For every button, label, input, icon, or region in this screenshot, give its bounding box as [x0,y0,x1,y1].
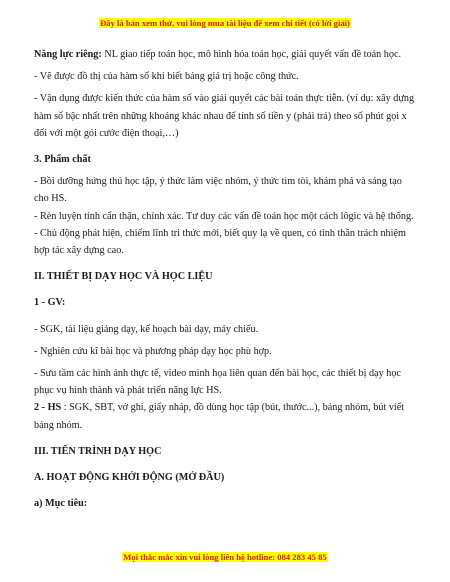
nang-luc-rieng-paragraph [34,46,416,63]
pham-chat-item-2: - Rèn luyện tính cẩn thận, chính xác. Tư duy các vấn đề toán học một cách lôgic và hệ thống. [34,210,414,222]
bullet-ve-do-thi: - Vẽ được đồ thị của hàm số khi biết bảng giá trị hoặc công thức. [34,71,299,83]
preview-notice-text: Đây là bản xem thử, vui lòng mua tài liệu để xem chi tiết (có lời giải) [100,18,350,28]
heading-thiet-bi: II. THIẾT BỊ DẠY HỌC VÀ HỌC LIỆU [34,271,213,283]
heading-khoi-dong: A. HOẠT ĐỘNG KHỞI ĐỘNG (MỞ ĐẦU) [34,472,225,484]
hotline-text: Mọi thắc mắc xin vui lòng liên hệ hotline: 084 283 45 85 [123,552,327,562]
pham-chat-item-1: - Bồi dưỡng hứng thú học tập, ý thức làm việc nhóm, ý thức tìm tòi, khám phá và sáng tạo cho HS. [34,176,402,205]
heading-gv: 1 - GV: [34,297,66,309]
gv-item-3: - Sưu tầm các hình ảnh thực tế, video minh họa liên quan đến bài học, các thiết bị dạy học phục vụ hình thành và phát triển năng lực HS. [34,368,401,397]
hs-label: 2 - HS [34,402,62,414]
document-body [34,46,416,512]
hs-text: : SGK, SBT, vở ghi, giấy nháp, đồ dùng học tập (bút, thước...), bảng nhóm, bút viết bảng nhóm. [34,402,405,431]
heading-tien-trinh: III. TIẾN TRÌNH DẠY HỌC [34,445,162,457]
hs-paragraph [34,399,416,433]
preview-notice-banner [0,18,450,28]
heading-muc-tieu: a) Mục tiêu: [34,498,88,510]
hotline-banner [0,552,450,562]
gv-item-2: - Nghiên cứu kĩ bài học và phương pháp dạy học phù hợp. [34,345,272,357]
pham-chat-item-3: - Chủ động phát hiện, chiếm lĩnh tri thức mới, biết quy lạ về quen, có tinh thần trách nhiệm hợp tác xây dựng cao. [34,227,406,257]
gv-item-1: - SGK, tài liệu giảng dạy, kế hoạch bài dạy, máy chiếu. [34,323,259,335]
bullet-van-dung: - Vận dụng được kiến thức của hàm số vào giải quyết các bài toán thực tiễn. (ví dụ: xây dựng hàm số bậc nhất trên những khoảng khác nhau để tính số tiền y (phải trả) theo số phút gọi x đối với một gói cước điện thoại,…) [34,93,415,139]
heading-pham-chat: 3. Phẩm chất [34,154,91,166]
nang-luc-rieng-text: NL giao tiếp toán học, mô hình hóa toán học, giải quyết vấn đề toán học. [101,49,402,60]
nang-luc-rieng-label: Năng lực riêng: [34,49,102,60]
